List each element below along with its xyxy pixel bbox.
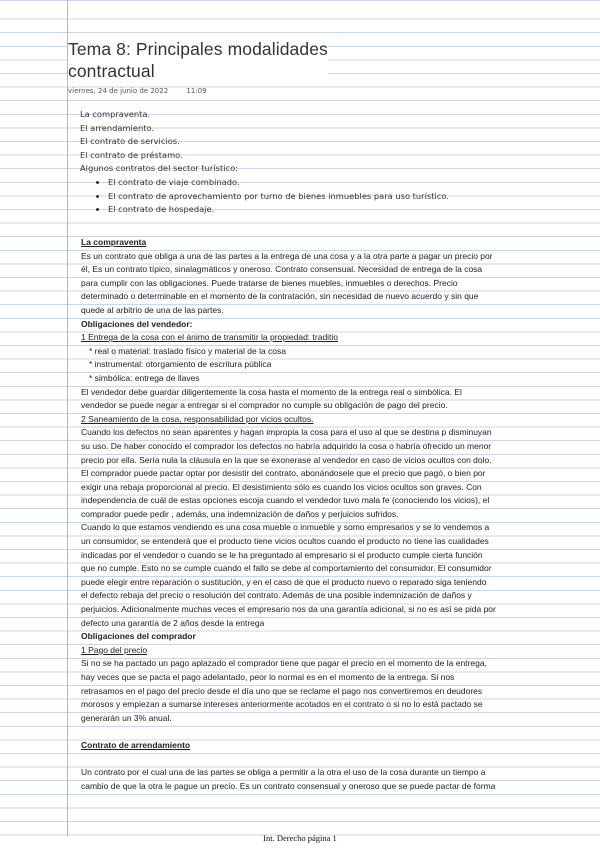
section-heading-compraventa: La compraventa [81,237,147,247]
outline-subitem: • El contrato de hospedaje. [108,203,449,217]
paragraph-line: morosos y empiezan a sumarse intereses anteriormente acotados en el contrato o si no lo está pactado se [81,699,483,710]
paragraph-line: Es un contrato que obliga a una de las partes a la entrega de una cosa y a la otra parte a pagar un precio por [81,250,493,261]
subheading-pago: 1 Pago del precio [81,644,148,655]
paragraph-line: cambio de que la otra le pague un precio. Es un contrato consensual y oneroso que se puede pactar de forma [81,780,496,791]
outline-subitem: • El contrato de aprovechamiento por turno de bienes inmuebles para uso turístico. [108,190,449,204]
paragraph-line: precio por ella. Sería nula la cláusula en la que se exonerase al vendedor en caso de vicios ocultos con dolo. [81,454,492,465]
paragraph-line: independencia de cuál de estas opciones escoja cuando el vendedor tuvo mala fe (conociendo los vicios), el [81,495,490,506]
paragraph-line: que no cumple. Esto no se cumple cuando el fallo se debe al comportamiento del consumidor. El consumidor [81,563,492,574]
page-meta [68,87,207,95]
outline-item: El arrendamiento. [80,122,155,133]
paragraph-line: puede elegir entre reparación o sustitución, y en el caso de que el producto nuevo o reparado siga teniendo [81,576,487,587]
paragraph-line: vendedor se puede negar a entregar si el comprador no cumple su obligación de pago del precio. [81,400,448,411]
paragraph-line: El vendedor debe guardar diligentemente la cosa hasta el momento de la entrega real o simbólica. El [81,386,462,397]
paragraph-line: retrasamos en el pago del precio desde el día uno que se reclame el pago nos convertiremos en deudores [81,685,483,696]
paragraph-line: quede al arbitrio de una de las partes. [81,304,224,315]
paragraph-line: generarán un 3% anual. [81,712,172,723]
outline-subitem: • El contrato de viaje combinado. [108,176,449,190]
subheading-obligaciones-vendedor: Obligaciones del vendedor: [81,318,193,329]
paragraph-line: exigir una rebaja proporcional al precio. El desistimiento sólo es cuando los vicios ocultos son graves. Con [81,481,482,492]
blank-line [81,753,596,767]
paragraph-line: determinado o determinable en el momento de la contratación, sin necesidad de nuevo acuerdo y sin que [81,291,479,302]
paragraph-line: Cuando los defectos no sean aparentes y hagan impropia la cosa para el uso al que se destina p disminuyan [81,427,492,438]
paragraph-line: él, Es un contrato típico, sinalagmáticos y oneroso. Contrato consensual. Necesidad de entrega de la cosa [81,264,483,275]
paragraph-line: El comprador puede pactar optar por desistir del contrato, abonándosele que el precio que pagó, o bien por [81,468,486,479]
page-title[interactable] [68,38,328,82]
section-heading-arrendamiento: Contrato de arrendamiento [81,739,191,750]
traditio-item: * real o material: traslado físico y material de la cosa [89,345,287,356]
page-date: viernes, 24 de junio de 2022 [68,87,169,95]
page-title-line-1: Tema 8: Principales modalidades [68,39,328,59]
paragraph-line: indicadas por el vendedor o cuando se le ha preguntado al empresario si el producto cumple cierta función [81,549,483,560]
subheading-obligaciones-comprador: Obligaciones del comprador [81,631,196,642]
paragraph-line: Si no se ha pactado un pago aplazado el comprador tiene que pagar el precio en el momento de la entrega, [81,658,487,669]
subheading-saneamiento: 2 Saneamiento de la cosa, responsabilidad por vicios ocultos. [81,413,314,424]
page-time: 11:09 [186,87,207,95]
paragraph-line: Cuando lo que estamos vendiendo es una cosa mueble o inmueble y somo empresarios y se lo vendemos a [81,522,490,533]
outline-item: El contrato de préstamo. [80,149,183,160]
outline-item: El contrato de servicios. [80,136,180,147]
note-body[interactable] [81,236,596,793]
paragraph-line: hay veces que se pacta el pago adelantado, peor lo normal es en el momento de la entrega. Si nos [81,672,455,682]
paragraph-line: defecto una garantía de 2 años desde la entrega [81,617,265,628]
outline-sublist [80,176,449,217]
traditio-item: * instrumental: otorgamiento de escritura pública [89,359,272,370]
paragraph-line: su uso. De haber conocido el comprador los defectos no habría adquirido la cosa o habría ofrecido un menor [81,440,492,451]
margin-line [67,0,68,836]
blank-line [81,725,596,739]
traditio-item: * simbólica: entrega de llaves [89,372,200,383]
paragraph-line: el defecto rebaja del precio o resolución del contrato. Además de una posible indemnización de daños y [81,590,472,601]
paragraph-line: para cumplir con las obligaciones. Puede tratarse de bienes muebles, inmuebles o derechos. Precio [81,277,458,288]
page-footer: Int. Derecho página 1 [263,833,337,843]
paragraph-line: Un contrato por el cual una de las partes se obliga a permitir a la otra el uso de la cosa durante un tiempo a [81,767,486,778]
subheading-entrega: 1 Entrega de la cosa con el ánimo de transmitir la propiedad: traditio [81,332,339,343]
outline-item: Algunos contratos del sector turístico: [80,163,238,174]
paragraph-line: perjuicios. Adicionalmente muchas veces el empresario nos da una garantía adicional, si no es así se pida por [81,604,496,615]
topic-outline[interactable] [80,108,449,217]
page-title-line-2: contractual [68,61,155,81]
outline-item: La compraventa. [80,109,151,119]
paragraph-line: un consumidor, se entenderá que el producto tiene vicios ocultos cuando el producto no tiene las cualidades [81,536,489,547]
paragraph-line: comprador puede pedir , además, una indemnización de daños y perjuicios sufridos. [81,508,399,519]
